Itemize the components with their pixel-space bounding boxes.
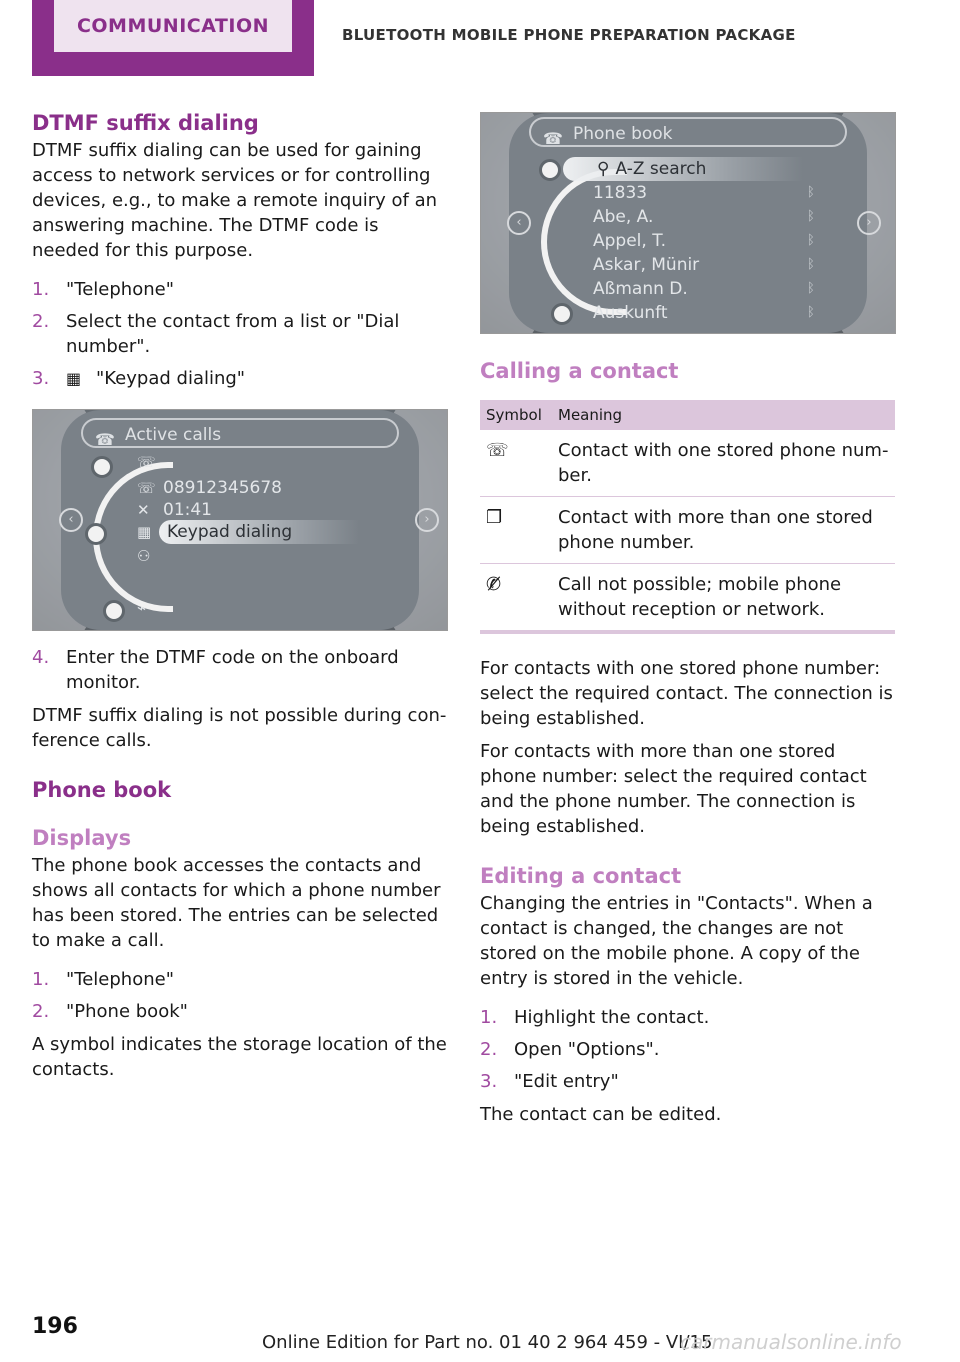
arrow-left-icon: ‹ [59,508,83,532]
calling-p2: For contacts with more than one stored phone number: select the required contact and the phone number. The connection is being established. [480,741,867,837]
watermark: carmanualsonline.info [680,1330,902,1354]
bluetooth-icon: ᛒ [807,209,815,224]
controller-knob [85,523,107,545]
table-row: ❐ Contact with more than one stored phone number. [480,497,895,564]
phone-book-screenshot [480,112,896,334]
displays-note: A symbol indicates the storage location of the contacts. [32,1034,447,1080]
dtmf-note: DTMF suffix dialing is not possible during conference calls. [32,705,447,751]
list-item: Aßmann D. [593,279,688,299]
phone-icon: ☏ [486,440,509,461]
arrow-left-icon: ‹ [507,211,531,235]
displays-text: The phone book accesses the contacts and shows all contacts for which a phone number has been stored. The entries can be selected to make a call. [32,855,441,951]
dtmf-intro: DTMF suffix dialing can be used for gaining access to network services or for controlling devices, e.g., to make a remote inquiry of an answering machine. The DTMF code is needed for this purpose. [32,140,438,261]
phonebook-heading: Phone book [32,778,172,802]
phone-icon: ☎ [95,430,115,449]
edition-text: Online Edition for Part no. 01 40 2 964 459 - VI/15 [262,1332,713,1353]
editing-note: The contact can be edited. [480,1104,722,1125]
editing-steps [480,1005,896,1094]
displays-heading: Displays [32,826,132,850]
list-item: 3. ▦ "Keypad dialing" [32,368,246,389]
bluetooth-icon: ᛒ [807,185,815,200]
list-item: Abe, A. [593,207,654,227]
editing-text: Changing the entries in "Contacts". When a contact is changed, the changes are not stored on the mobile phone. A copy of the entry is stored in the vehicle. [480,893,873,989]
bluetooth-icon: ᛒ [807,257,815,272]
list-item: 11833 [593,183,648,203]
list-item: 1. "Telephone" [32,969,174,990]
list-item: 2. Select the contact from a list or "Dial number". [32,311,400,357]
left-column [32,108,448,1082]
microphone-off-icon: ⌁ [137,599,147,617]
list-item: 3. "Edit entry" [480,1071,619,1092]
bluetooth-icon: ᛒ [807,233,815,248]
section-tab [32,0,314,76]
controller-knob [91,456,113,478]
list-item: Appel, T. [593,231,666,251]
dtmf-steps [32,277,448,391]
call-duration: 01:41 [163,500,212,520]
table-header: Symbol [480,400,552,430]
screen-title-bar: ☎ Active calls [81,418,399,448]
screen-title-bar: ☎ Phone book [529,117,847,147]
controller-knob [551,303,573,325]
list-item: 2. "Phone book" [32,1001,188,1022]
list-item: 1. "Telephone" [32,279,174,300]
list-item: 1. Highlight the contact. [480,1007,710,1028]
right-column [480,112,896,1127]
highlighted-item: Keypad dialing [159,520,359,544]
displays-steps [32,967,448,1024]
table-header: Meaning [552,400,895,430]
phone-icon: ☏ [137,479,156,497]
phone-icon: ☎ [543,129,563,148]
controller-knob [539,159,561,181]
keypad-icon: ▦ [137,523,152,541]
active-calls-screenshot [32,409,448,631]
controller-knob [103,600,125,622]
call-number: 08912345678 [163,478,282,498]
arrow-right-icon: › [857,211,881,235]
calling-p1: For contacts with one stored phone number: select the required contact. The connection is being established. [480,658,893,729]
chapter-title: BLUETOOTH MOBILE PHONE PREPARATION PACKAGE [342,26,796,44]
phone-icon: ☏ [137,453,156,471]
section-tab-label: COMMUNICATION [54,0,292,52]
table-row: ✆̸ Call not possible; mobile phone without reception or network. [480,564,895,633]
dtmf-heading: DTMF suffix dialing [32,111,259,135]
search-icon: ⚲ [597,159,610,179]
calling-heading: Calling a contact [480,359,679,383]
hang-up-icon: ✕ [137,501,150,519]
list-item: Askar, Münir [593,255,700,275]
page-number: 196 [32,1314,78,1339]
symbol-table [480,400,895,634]
phone-crossed-icon: ✆̸ [486,574,502,595]
bluetooth-icon: ᛒ [807,281,815,296]
list-item: 2. Open "Options". [480,1039,660,1060]
arrow-right-icon: › [415,508,439,532]
conference-icon: ⚇ [137,547,151,565]
highlighted-item: ⚲ A-Z search [563,157,803,181]
multiple-numbers-icon: ❐ [486,507,503,528]
list-item: 4. Enter the DTMF code on the onboard monitor. [32,647,399,693]
bluetooth-icon: ᛒ [807,305,815,320]
keypad-icon: ▦ [66,369,82,388]
editing-heading: Editing a contact [480,864,682,888]
dtmf-step-4 [32,645,448,695]
table-row: ☏ Contact with one stored phone number. [480,430,895,497]
list-item: Auskunft [593,303,668,323]
